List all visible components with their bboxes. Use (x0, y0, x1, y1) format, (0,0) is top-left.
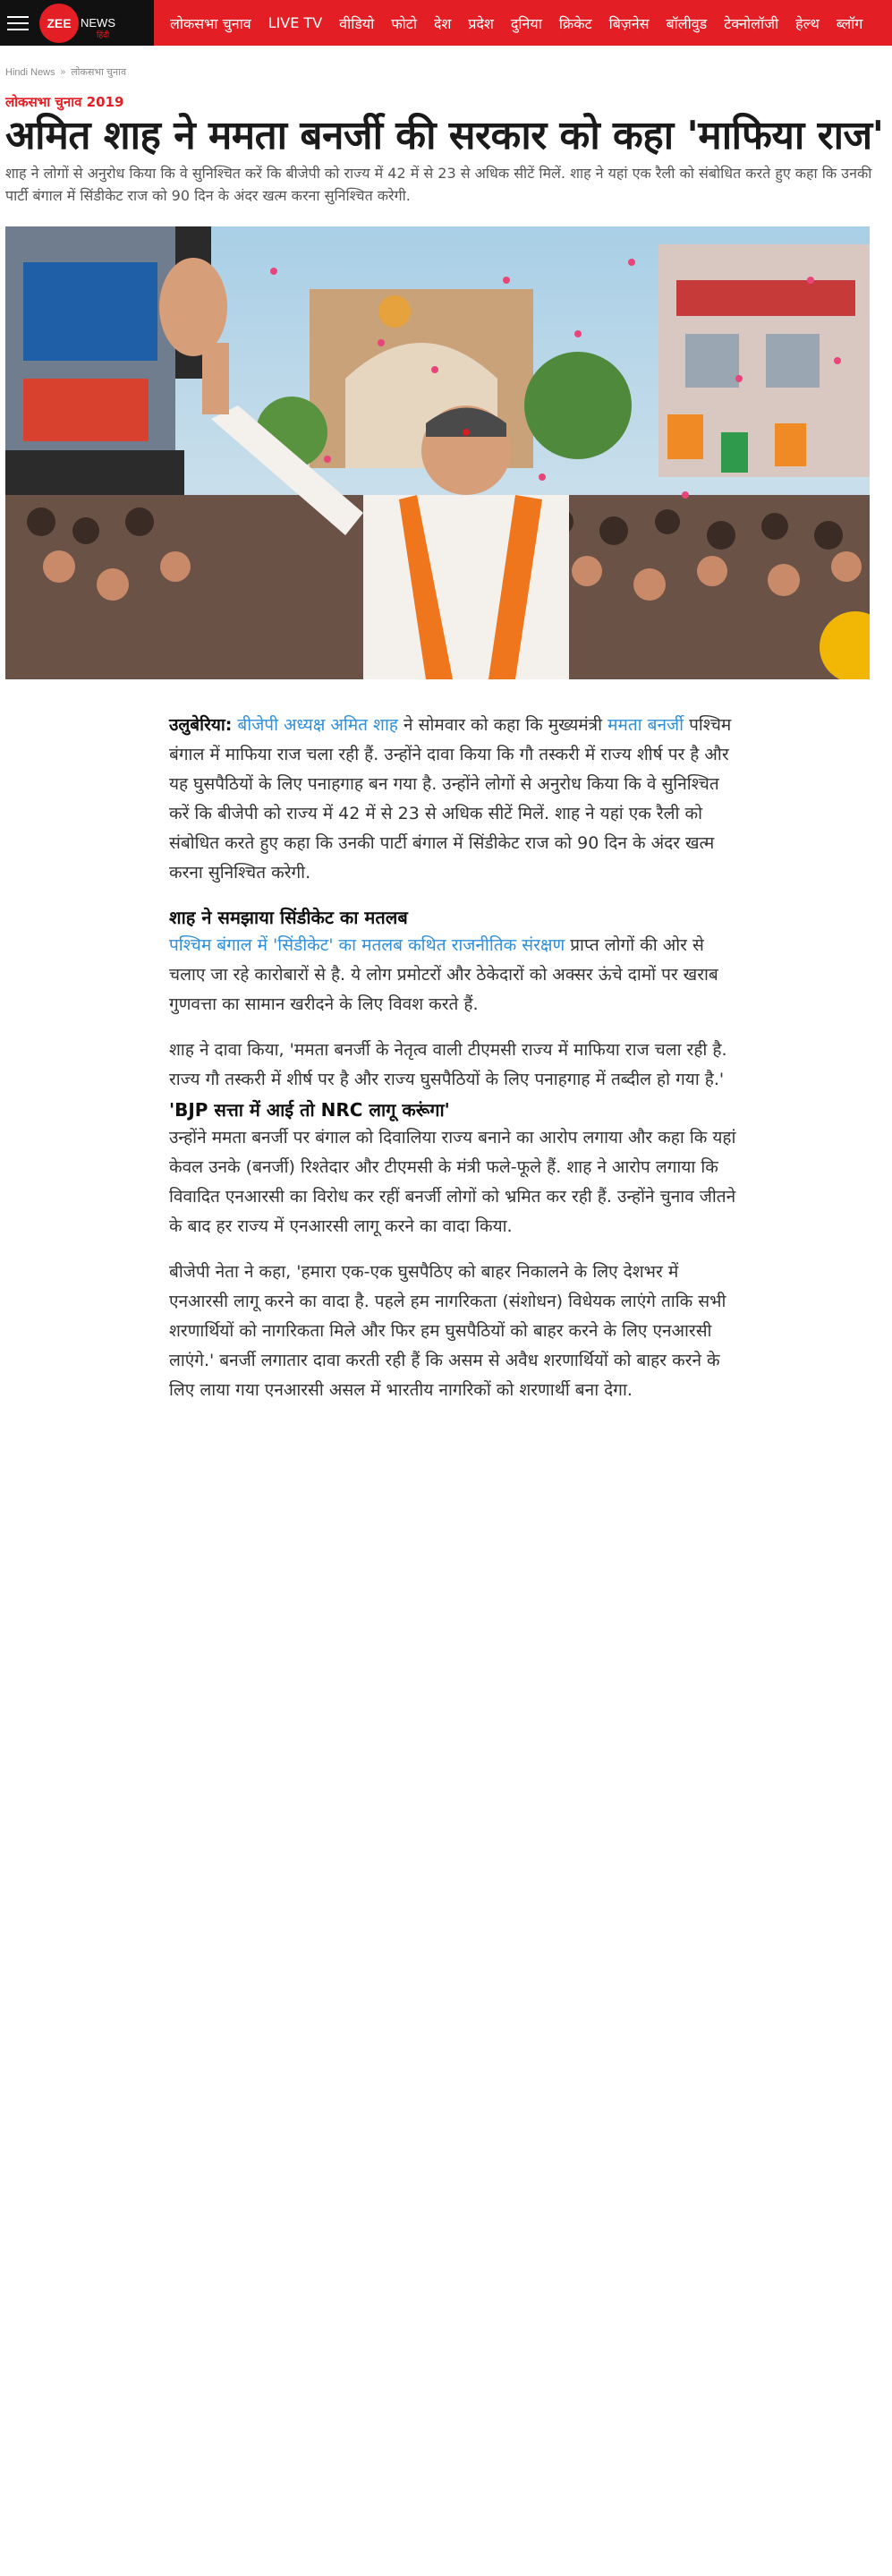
hamburger-menu-icon[interactable] (7, 16, 29, 30)
logo-text-hindi: हिंदी (97, 30, 110, 40)
article-summary: शाह ने लोगों से अनुरोध किया कि वे सुनिश्चित करें कि बीजेपी को राज्य में 42 में से 23 से अधिक सीटें मिलें. शाह ने यहां एक रैली को संबोधित करते हुए कहा कि उनकी पार्टी बंगाल में सिंडीकेट राज को 90 दिन के अंदर खत्म करना सुनिश्चित करेगी. (5, 165, 872, 204)
article-headline: अमित शाह ने ममता बनर्जी की सरकार को कहा 'माफिया राज' (5, 113, 884, 158)
nav-item-technology[interactable]: टेक्नोलॉजी (724, 14, 779, 32)
site-header (0, 0, 892, 46)
paragraph-1-text-b: पश्चिम बंगाल में माफिया राज चला रही हैं. उन्होंने दावा किया कि गौ तस्करी में राज्य शीर्ष पर है और यह घुसपैठियों के लिए पनाहगाह बन गया है. उन्होंने लोगों से अनुरोध किया कि वे सुनिश्चित करें कि बीजेपी को राज्य में 42 में से 23 से अधिक सीटें मिलें. शाह ने यहां एक रैली को संबोधित करते हुए कहा कि उनकी पार्टी बंगाल में सिंडीकेट राज को 90 दिन के अंदर खत्म करना सुनिश्चित करेगी. (169, 715, 732, 883)
paragraph-2-text: प्राप्त लोगों की ओर से चलाए जा रहे कारोबारों से है. ये लोग प्रमोटरों और ठेकेदारों को अक्सर ऊंचे दामों पर खराब गुणवत्ता का सामान खरीदने के लिए विवश करते हैं. (169, 935, 718, 1014)
nav-item-blog[interactable]: ब्लॉग (836, 14, 863, 32)
link-mamata-banerjee[interactable]: ममता बनर्जी (607, 715, 684, 735)
nav-item-videos[interactable]: वीडियो (339, 14, 375, 32)
nav-item-photos[interactable]: फोटो (391, 14, 418, 32)
article-paragraph-1 (169, 711, 742, 888)
subheading-nrc: 'BJP सत्ता में आई तो NRC लागू करूंगा' (169, 1099, 450, 1121)
nav-item-country[interactable]: देश (434, 14, 452, 32)
article-paragraph-2 (169, 931, 742, 1019)
nav-item-elections[interactable]: लोकसभा चुनाव (170, 14, 251, 32)
logo-circle (39, 4, 79, 43)
nav-item-live-tv[interactable]: LIVE TV (268, 14, 323, 31)
breadcrumb-current-link[interactable]: लोकसभा चुनाव (71, 67, 127, 78)
main-nav (170, 0, 879, 46)
logo-text-zee: ZEE (47, 15, 72, 30)
article-paragraph-3: शाह ने दावा किया, 'ममता बनर्जी के नेतृत्व वाली टीएमसी राज्य में माफिया राज चला रही है. राज्य गौ तस्करी में शीर्ष पर है और राज्य घुसपैठियों के लिए पनाहगाह में तब्दील हो गया है.' (169, 1040, 727, 1089)
article-paragraph-5: बीजेपी नेता ने कहा, 'हमारा एक-एक घुसपैठिए को बाहर निकालने के लिए देशभर में एनआरसी लागू करने का वादा है. पहले हम नागरिकता (संशोधन) विधेयक लाएंगे ताकि सभी शरणार्थियों को नागरिकता मिले और फिर हम घुसपैठियों को बाहर करने के लिए एनआरसी लाएंगे.' बनर्जी लगातार दावा करती रही हैं कि असम से अवैध शरणार्थियों को बाहर करने के लिए लाया गया एनआरसी असल में भारतीय नागरिकों को शरणार्थी बना देगा. (169, 1262, 726, 1400)
link-syndicate-meaning[interactable]: पश्चिम बंगाल में 'सिंडीकेट' का मतलब कथित राजनीतिक संरक्षण (169, 935, 565, 955)
zee-news-logo[interactable] (39, 4, 115, 43)
nav-item-states[interactable]: प्रदेश (468, 14, 494, 32)
nav-item-business[interactable]: बिज़नेस (608, 14, 650, 32)
amit-shah-rally-photo (5, 226, 870, 679)
nav-item-bollywood[interactable]: बॉलीवुड (666, 14, 708, 32)
link-amit-shah[interactable]: बीजेपी अध्यक्ष अमित शाह (237, 715, 398, 735)
dateline: उलुबेरिया: (169, 715, 233, 735)
paragraph-1-text-a: ने सोमवार को कहा कि मुख्यमंत्री (397, 715, 608, 735)
logo-text-news: NEWS (81, 16, 115, 30)
hero-image (5, 226, 870, 679)
article-paragraph-4: उन्होंने ममता बनर्जी पर बंगाल को दिवालिया राज्य बनाने का आरोप लगाया और कहा कि यहां केवल उनके (बनर्जी) रिश्तेदार और टीएमसी के मंत्री फले-फूले हैं. शाह ने आरोप लगाया कि विवादित एनआरसी का विरोध कर रहीं बनर्जी लोगों को भ्रमित कर रही हैं. उन्होंने चुनाव जीतने के बाद हर राज्य में एनआरसी लागू करने का वादा किया. (169, 1128, 736, 1236)
nav-item-cricket[interactable]: क्रिकेट (558, 14, 592, 32)
article-kicker[interactable]: लोकसभा चुनाव 2019 (5, 94, 124, 110)
breadcrumb-home-link[interactable]: Hindi News (5, 66, 55, 78)
nav-item-health[interactable]: हेल्थ (795, 14, 820, 32)
breadcrumb (5, 65, 126, 79)
article-body (169, 711, 742, 1421)
breadcrumb-separator: » (60, 67, 66, 77)
subheading-syndicate: शाह ने समझाया सिंडीकेट का मतलब (169, 907, 408, 928)
logo-block (0, 0, 154, 46)
nav-item-world[interactable]: दुनिया (510, 14, 542, 32)
